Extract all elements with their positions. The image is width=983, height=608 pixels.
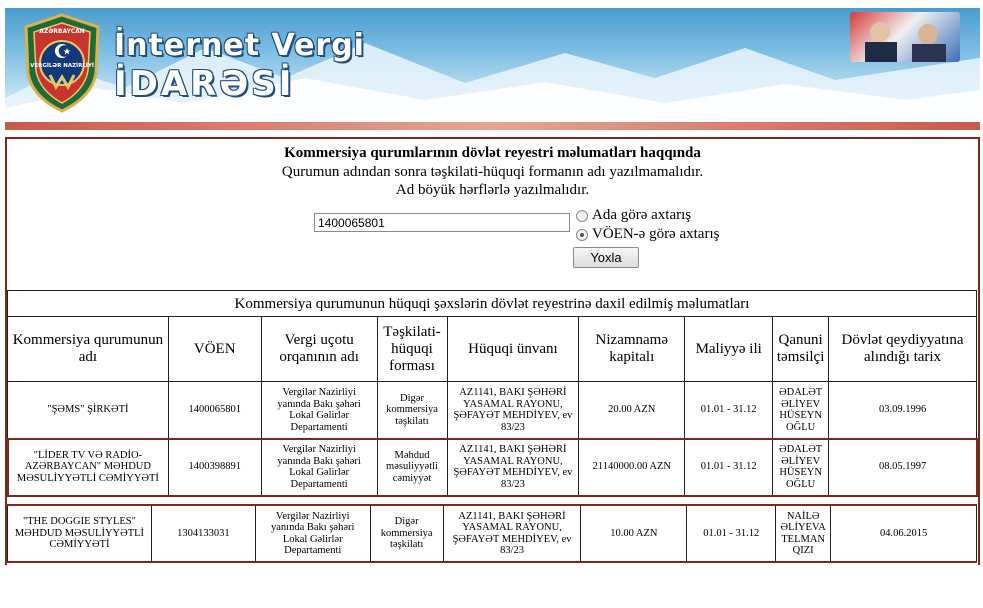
cell-fiscal-year: 01.01 - 31.12	[685, 382, 773, 439]
col-header-name: Kommersiya qurumunun adı	[8, 317, 169, 382]
results-table-extra-row	[7, 504, 977, 563]
search-by-name-label: Ada görə axtarış	[592, 207, 692, 223]
banner-base-stripe	[5, 122, 980, 130]
search-input[interactable]	[314, 213, 570, 232]
cell-representative: ƏDALƏT ƏLİYEV HÜSEYN OĞLU	[773, 382, 829, 439]
site-title-line1: İnternet Vergi	[114, 28, 365, 63]
col-header-fiscal-year: Maliyyə ili	[685, 317, 773, 382]
cell-capital: 21140000.00 AZN	[579, 439, 685, 496]
search-by-voen-label: VÖEN-ə görə axtarış	[592, 226, 720, 242]
radio-indicator[interactable]	[576, 210, 588, 222]
cell-reg-date: 08.05.1997	[829, 439, 977, 496]
table-row	[8, 505, 977, 562]
search-by-voen-radio[interactable]	[576, 226, 719, 243]
cell-tax-office: Vergilər Nazirliyi yanında Bakı şəhəri Lokal Gəlirlər Departamenti	[261, 382, 377, 439]
check-button[interactable]: Yoxla	[573, 247, 639, 268]
col-header-tax-office: Vergi uçotu orqanının adı	[261, 317, 377, 382]
cell-legal-form: Digər kommersiya təşkilatı	[370, 505, 443, 562]
banner-photo	[850, 12, 960, 62]
col-header-legal-form: Təşkilati-hüquqi forması	[377, 317, 447, 382]
cell-tax-office: Vergilər Nazirliyi yanında Bakı şəhəri Lokal Gəlirlər Departamenti	[261, 439, 377, 496]
results-table	[7, 290, 977, 496]
results-section	[7, 290, 977, 496]
table-row	[8, 382, 977, 439]
cell-capital: 10.00 AZN	[581, 505, 687, 562]
form-hint-1: Qurumun adından sonra təşkilati-hüquqi formanın adı yazılmamalıdır.	[281, 164, 704, 180]
col-header-reg-date: Dövlət qeydiyyatına alındığı tarix	[829, 317, 977, 382]
table-row	[8, 439, 977, 496]
col-header-capital: Nizamnamə kapitalı	[579, 317, 685, 382]
cell-address: AZ1141, BAKI ŞƏHƏRİ YASAMAL RAYONU, ŞƏFAYƏT MEHDİYEV, ev 83/23	[447, 382, 579, 439]
col-header-voen: VÖEN	[168, 317, 261, 382]
cell-voen: 1304133031	[151, 505, 255, 562]
results-caption: Kommersiya qurumunun hüquqi şəxslərin dövlət reyestrinə daxil edilmiş məlumatları	[7, 290, 977, 316]
form-hint-2: Ad böyük hərflərlə yazılmalıdır.	[395, 182, 590, 198]
cell-reg-date: 03.09.1996	[829, 382, 977, 439]
cell-name: "THE DOGGIE STYLES" MƏHDUD MƏSULİYYƏTLİ CƏMİYYƏTİ	[8, 505, 152, 562]
cell-capital: 20.00 AZN	[579, 382, 685, 439]
col-header-representative: Qanuni təmsilçi	[773, 317, 829, 382]
emblem-top-text: AZƏRBAYCAN	[39, 28, 85, 35]
cell-legal-form: Məhdud məsuliyyətli cəmiyyət	[377, 439, 447, 496]
cell-address: AZ1141, BAKI ŞƏHƏRİ YASAMAL RAYONU, ŞƏFAYƏT MEHDİYEV, ev 83/23	[447, 439, 579, 496]
site-title-line2: İDARƏSİ	[114, 64, 295, 104]
form-heading: Kommersiya qurumlarının dövlət reyestri məlumatları haqqında	[284, 145, 701, 161]
cell-fiscal-year: 01.01 - 31.12	[687, 505, 776, 562]
ministry-emblem[interactable]	[22, 13, 102, 113]
col-header-address: Hüquqi ünvanı	[447, 317, 579, 382]
emblem-center-text: VERGİLƏR NAZİRLİYİ	[30, 63, 94, 69]
cell-legal-form: Digər kommersiya təşkilatı	[377, 382, 447, 439]
cell-reg-date: 04.06.2015	[831, 505, 977, 562]
cell-address: AZ1141, BAKI ŞƏHƏRİ YASAMAL RAYONU, ŞƏFAYƏT MEHDİYEV, ev 83/23	[443, 505, 581, 562]
cell-name: "LİDER TV VƏ RADİO-AZƏRBAYCAN" MƏHDUD MƏSULİYYƏTLİ CƏMİYYƏTİ	[8, 439, 169, 496]
cell-tax-office: Vergilər Nazirliyi yanında Bakı şəhəri Lokal Gəlirlər Departamenti	[255, 505, 370, 562]
cell-fiscal-year: 01.01 - 31.12	[685, 439, 773, 496]
cell-representative: ƏDALƏT ƏLİYEV HÜSEYN OĞLU	[773, 439, 829, 496]
cell-voen: 1400065801	[168, 382, 261, 439]
cell-representative: NAİLƏ ƏLİYEVA TELMAN QIZI	[776, 505, 831, 562]
header-row	[8, 317, 977, 382]
cell-voen: 1400398891	[168, 439, 261, 496]
radio-indicator-selected[interactable]	[576, 229, 588, 241]
search-by-name-radio[interactable]	[576, 207, 691, 224]
cell-name: "ŞƏMS" ŞİRKƏTİ	[8, 382, 169, 439]
